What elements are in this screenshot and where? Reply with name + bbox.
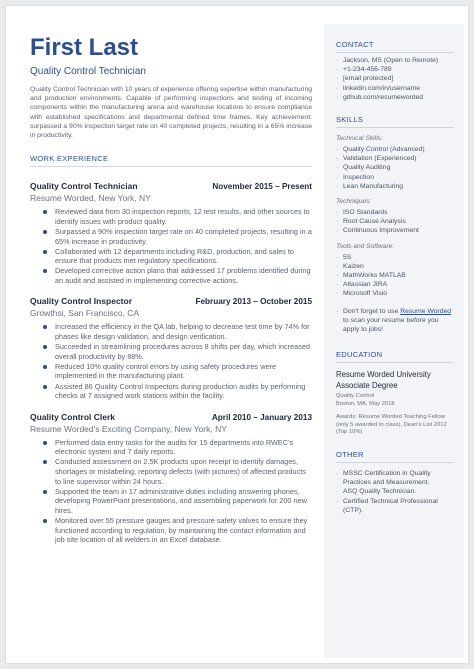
education-awards: Awards: Resume Worded Teaching Fellow (only 5 awarded to class), Dean's List 2012 (Top 10%) [336, 414, 447, 436]
job-bullets [30, 322, 312, 400]
job-entry [30, 296, 312, 400]
contact-linkedin[interactable]: · linkedin.com/in/username [336, 84, 454, 93]
skill-item: · 5S [336, 253, 454, 262]
candidate-name: First Last [30, 34, 139, 61]
other-heading: OTHER [336, 450, 454, 463]
job-bullet: Reviewed data from 30 inspection reports, 12 test results, and other sources to identify issues with product quality. [43, 207, 312, 226]
education-field: Quality Control [336, 393, 375, 400]
skill-item: · Lean Manufacturing [336, 182, 454, 191]
job-bullet: Reduced 10% quality control errors by using safety procedures were implemented in the manufacturing plant. [43, 362, 312, 381]
skills-group-heading: Techniques: [336, 198, 372, 206]
job-dates: November 2015 – Present [212, 182, 312, 192]
candidate-role: Quality Control Technician [30, 66, 146, 77]
skills-group-heading: Technical Skills: [336, 135, 383, 143]
job-bullet: Performed data entry tasks for the audits for 15 departments into RWEC's electronic system and 7 daily reports. [43, 438, 312, 457]
work-experience-heading: WORK EXPERIENCE [30, 154, 312, 167]
skill-item: · Quality Control (Advanced) [336, 145, 454, 154]
skill-item: · ISO Standards [336, 208, 454, 217]
job-dates: February 2013 – October 2015 [195, 297, 312, 307]
other-list [336, 469, 454, 515]
education-school: Resume Worded University [336, 370, 431, 380]
job-bullet: Assisted 86 Quality Control Inspectors during production audits by performing checks at 7 assigned work stations within the facility. [43, 382, 312, 401]
contact-heading: CONTACT [336, 40, 454, 53]
tip-list [336, 307, 454, 335]
skills-heading: SKILLS [336, 115, 454, 128]
job-title: Quality Control Technician [30, 181, 138, 192]
tip-prefix: Don't forget to use [343, 307, 401, 315]
job-bullets [30, 438, 312, 545]
skill-item: · Validation (Experienced) [336, 154, 454, 163]
summary: Quality Control Technician with 10 years of experience offering expertise within manufacturing and production environments. Capable of performing inspections and testing of incoming components within the manufacturing arena and warehouse locations to ensure compliance with established specifications and departmental defined time frames. Key achievement: surpassed a 90% inspection target rate on 40 completed projects, resulting in a 65% increase in productivity. [30, 86, 312, 140]
skills-list [336, 253, 454, 299]
job-bullets [30, 207, 312, 285]
education-location-date: Boston, MA, May 2018 [336, 401, 395, 408]
education-heading: EDUCATION [336, 350, 454, 363]
skill-item: · Microsoft Visio [336, 289, 454, 298]
job-bullet: Collaborated with 12 departments including R&D, production, and sales to ensure that products met regulatory specifications. [43, 247, 312, 266]
skill-item: · Root Cause Analysis [336, 217, 454, 226]
job-company: Resume Worded's Exciting Company, New York, NY [30, 423, 227, 434]
job-dates: April 2010 – January 2013 [211, 412, 312, 422]
job-title: Quality Control Clerk [30, 411, 116, 422]
job-bullet: Succeeded in streamlining procedures across 8 shifts per day, which increased overall productivity by 88%. [43, 342, 312, 361]
resume-tip [336, 307, 454, 335]
skill-item: · Inspection [336, 173, 454, 182]
job-bullet: Surpassed a 90% inspection target rate on 40 completed projects, resulting in a 65% increase in productivity. [43, 227, 312, 246]
job-company: Resume Worded, New York, NY [30, 193, 151, 204]
skills-list [336, 208, 454, 236]
contact-location: · Jackson, MS (Open to Remote) [336, 56, 454, 65]
contact-github[interactable]: · github.com/resumeworded [336, 93, 454, 102]
job-bullet: Monitored over 55 pressure gauges and pressure safety valves to ensure they functioned according to regulation, by maintaining the contact information and job site location of all welders in an Excel database. [43, 516, 312, 545]
contact-list [336, 56, 454, 102]
education-degree: Associate Degree [336, 381, 398, 391]
job-bullet: Increased the efficiency in the QA lab, helping to decrease test time by 74% for phases like design validation, and design verification. [43, 322, 312, 341]
job-entry [30, 412, 312, 545]
job-bullet: Conducted assessment on 2.5K products upon receipt to identify damages, shortages or mislabeling, reporting defects (with pictures) of affected products to line supervisor within 24 hours. [43, 457, 312, 486]
contact-phone[interactable]: · +1-234-456-789 [336, 65, 454, 74]
skill-item: · Quality Auditing [336, 163, 454, 172]
resume-worded-link[interactable]: Resume Worded [400, 307, 452, 315]
skills-list [336, 145, 454, 191]
resume-page [6, 6, 468, 663]
job-bullet: Developed corrective action plans that addressed 17 problems identified during an audit and assisted in implementing corrective actions. [43, 266, 312, 285]
skills-group-heading: Tools and Software: [336, 242, 395, 250]
job-entry [30, 181, 312, 285]
other-item: · Certified Technical Professional (CTP). [336, 497, 454, 515]
skill-item: · MathWorks MATLAB [336, 271, 454, 280]
other-item: · MSSC Certification in Quality Practices and Measurement. [336, 469, 454, 487]
skill-item: · Continuous Improvement [336, 226, 454, 235]
job-bullet: Supported the team in 17 administrative duties including answering phones, developing PowerPoint presentations, and assembling paperwork for 200 new hires. [43, 487, 312, 516]
skill-item: · Atlassian JIRA [336, 280, 454, 289]
job-company: Growthsi, San Francisco, CA [30, 308, 140, 319]
sidebar [324, 24, 464, 658]
job-title: Quality Control Inspector [30, 296, 133, 307]
other-item: · ASQ Quality Technician. [336, 487, 454, 496]
main-column [30, 34, 312, 545]
contact-email[interactable]: · [email protected] [336, 74, 454, 83]
tip-suffix: to scan your resume before you apply to jobs! [343, 316, 439, 334]
skill-item: · Kaizen [336, 262, 454, 271]
